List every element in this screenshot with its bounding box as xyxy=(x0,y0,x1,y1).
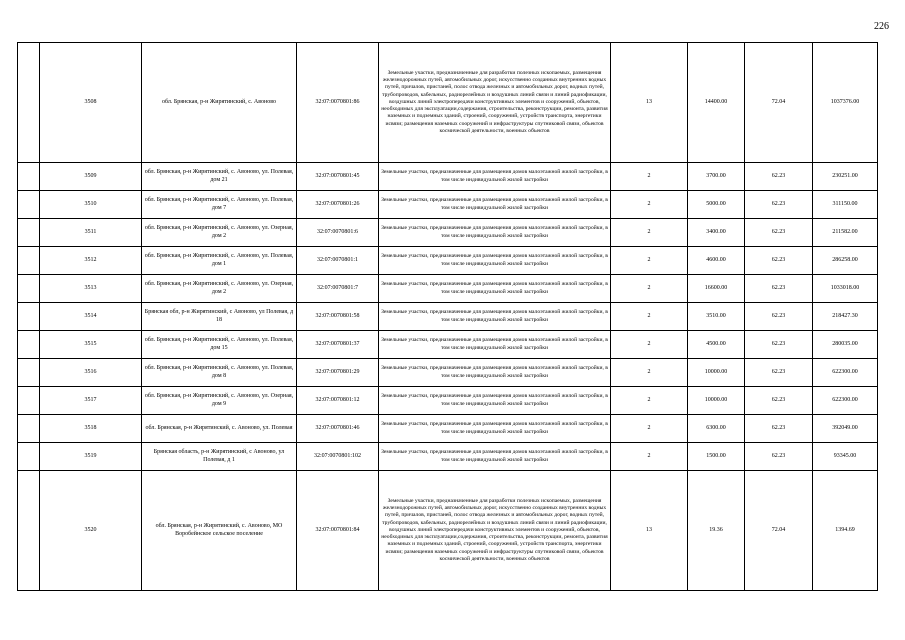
group-cell: 2 xyxy=(611,303,688,331)
land-use-cell: Земельные участки, предназначенные для разработки полезных ископаемых, размещения железнодорожных путей, автомобильных дорог, искусственно созданных внутренних водных путей, причалов, пристаней, полос отвода железных и автомобильных дорог, водных путей, трубопроводов, кабельных, радиорелейных и воздушных линий связи и линий радиофикации, воздушных линий электропередачи конструктивных элементов и сооружений, объектов, необходимых для эксплуатации,содержания, строительства, реконструкции, ремонта, развития наземных и подземных зданий, строений, сооружений, устройств транспорта, энергетики исвязи; размещения наземных сооружений и инфраструктуры спутниковой связи, объектов космической деятельности, военных объектов xyxy=(379,471,611,591)
group-cell: 2 xyxy=(611,163,688,191)
blank-cell xyxy=(18,219,40,247)
area-cell: 19.36 xyxy=(688,471,745,591)
table-row xyxy=(18,191,878,219)
blank-cell xyxy=(18,191,40,219)
blank-cell xyxy=(18,471,40,591)
land-use-cell: Земельные участки, предназначенные для размещения домов малоэтажной жилой застройки, в том числе индивидуальной жилой застройки xyxy=(379,163,611,191)
cadastral-value-cell: 392049.00 xyxy=(813,415,878,443)
group-cell: 2 xyxy=(611,275,688,303)
group-cell: 2 xyxy=(611,387,688,415)
address-cell: Брянская обл, р-н Жирятинский, с Авоново, ул Полевая, д 18 xyxy=(142,303,297,331)
blank-cell xyxy=(18,359,40,387)
group-cell: 13 xyxy=(611,471,688,591)
table-row xyxy=(18,303,878,331)
address-cell: Брянская область, р-н Жирятинский, с Авоново, ул Полевая, д 1 xyxy=(142,443,297,471)
page-number: 226 xyxy=(874,21,889,32)
row-number-cell: 3513 xyxy=(40,275,142,303)
cadastral-number-cell: 32:07:0070801:102 xyxy=(297,443,379,471)
row-number-cell: 3514 xyxy=(40,303,142,331)
cadastral-number-cell: 32:07:0070801:84 xyxy=(297,471,379,591)
cadastral-value-cell: 286258.00 xyxy=(813,247,878,275)
cadastral-value-cell: 230251.00 xyxy=(813,163,878,191)
land-use-cell: Земельные участки, предназначенные для размещения домов малоэтажной жилой застройки, в том числе индивидуальной жилой застройки xyxy=(379,219,611,247)
cadastral-number-cell: 32:07:0070801:45 xyxy=(297,163,379,191)
land-registry-table xyxy=(17,42,878,591)
area-cell: 10000.00 xyxy=(688,387,745,415)
cadastral-value-cell: 211582.00 xyxy=(813,219,878,247)
row-number-cell: 3508 xyxy=(40,43,142,163)
cadastral-value-cell: 218427.30 xyxy=(813,303,878,331)
table-row xyxy=(18,331,878,359)
address-cell: обл. Брянская, р-н Жирятинский, с. Авоново, ул. Полевая, дом 15 xyxy=(142,331,297,359)
table-row xyxy=(18,163,878,191)
rate-cell: 62.23 xyxy=(745,191,813,219)
address-cell: обл. Брянская, р-н Жирятинский, с. Авоново, ул. Озерная, дом 9 xyxy=(142,387,297,415)
group-cell: 2 xyxy=(611,359,688,387)
area-cell: 5000.00 xyxy=(688,191,745,219)
table-row xyxy=(18,443,878,471)
rate-cell: 62.23 xyxy=(745,219,813,247)
table-row xyxy=(18,43,878,163)
row-number-cell: 3519 xyxy=(40,443,142,471)
area-cell: 10000.00 xyxy=(688,359,745,387)
cadastral-value-cell: 622300.00 xyxy=(813,359,878,387)
rate-cell: 62.23 xyxy=(745,163,813,191)
cadastral-number-cell: 32:07:0070801:6 xyxy=(297,219,379,247)
blank-cell xyxy=(18,247,40,275)
cadastral-number-cell: 32:07:0070801:37 xyxy=(297,331,379,359)
group-cell: 2 xyxy=(611,191,688,219)
cadastral-number-cell: 32:07:0070801:26 xyxy=(297,191,379,219)
group-cell: 2 xyxy=(611,247,688,275)
blank-cell xyxy=(18,303,40,331)
table-row xyxy=(18,387,878,415)
group-cell: 2 xyxy=(611,443,688,471)
area-cell: 1500.00 xyxy=(688,443,745,471)
area-cell: 6300.00 xyxy=(688,415,745,443)
row-number-cell: 3520 xyxy=(40,471,142,591)
cadastral-number-cell: 32:07:0070801:58 xyxy=(297,303,379,331)
cadastral-number-cell: 32:07:0070801:86 xyxy=(297,43,379,163)
cadastral-value-cell: 280035.00 xyxy=(813,331,878,359)
blank-cell xyxy=(18,415,40,443)
rate-cell: 62.23 xyxy=(745,275,813,303)
table-row xyxy=(18,219,878,247)
rate-cell: 62.23 xyxy=(745,303,813,331)
table-row xyxy=(18,247,878,275)
rate-cell: 62.23 xyxy=(745,331,813,359)
cadastral-value-cell: 1037376.00 xyxy=(813,43,878,163)
land-use-cell: Земельные участки, предназначенные для размещения домов малоэтажной жилой застройки, в том числе индивидуальной жилой застройки xyxy=(379,191,611,219)
land-use-cell: Земельные участки, предназначенные для размещения домов малоэтажной жилой застройки, в том числе индивидуальной жилой застройки xyxy=(379,331,611,359)
rate-cell: 72.04 xyxy=(745,43,813,163)
rate-cell: 62.23 xyxy=(745,387,813,415)
land-use-cell: Земельные участки, предназначенные для размещения домов малоэтажной жилой застройки, в том числе индивидуальной жилой застройки xyxy=(379,303,611,331)
address-cell: обл. Брянская, р-н Жирятинский, с. Авоново xyxy=(142,43,297,163)
group-cell: 13 xyxy=(611,43,688,163)
area-cell: 4600.00 xyxy=(688,247,745,275)
rate-cell: 72.04 xyxy=(745,471,813,591)
area-cell: 3700.00 xyxy=(688,163,745,191)
address-cell: обл. Брянская, р-н Жирятинский, с. Авоново, ул. Полевая xyxy=(142,415,297,443)
land-use-cell: Земельные участки, предназначенные для размещения домов малоэтажной жилой застройки, в том числе индивидуальной жилой застройки xyxy=(379,415,611,443)
area-cell: 3510.00 xyxy=(688,303,745,331)
rate-cell: 62.23 xyxy=(745,415,813,443)
row-number-cell: 3509 xyxy=(40,163,142,191)
address-cell: обл. Брянская, р-н Жирятинский, с. Авоново, МО Воробейнское сельское поселение xyxy=(142,471,297,591)
row-number-cell: 3518 xyxy=(40,415,142,443)
blank-cell xyxy=(18,163,40,191)
row-number-cell: 3511 xyxy=(40,219,142,247)
rate-cell: 62.23 xyxy=(745,443,813,471)
area-cell: 3400.00 xyxy=(688,219,745,247)
row-number-cell: 3517 xyxy=(40,387,142,415)
table-row xyxy=(18,415,878,443)
land-use-cell: Земельные участки, предназначенные для размещения домов малоэтажной жилой застройки, в том числе индивидуальной жилой застройки xyxy=(379,443,611,471)
cadastral-value-cell: 93345.00 xyxy=(813,443,878,471)
address-cell: обл. Брянская, р-н Жирятинский, с. Авоново, ул. Озерная, дом 2 xyxy=(142,275,297,303)
cadastral-number-cell: 32:07:0070801:7 xyxy=(297,275,379,303)
blank-cell xyxy=(18,275,40,303)
table-row xyxy=(18,471,878,591)
row-number-cell: 3516 xyxy=(40,359,142,387)
table-row xyxy=(18,359,878,387)
row-number-cell: 3515 xyxy=(40,331,142,359)
address-cell: обл. Брянская, р-н Жирятинский, с. Авоново, ул. Озерная, дом 2 xyxy=(142,219,297,247)
blank-cell xyxy=(18,331,40,359)
land-use-cell: Земельные участки, предназначенные для разработки полезных ископаемых, размещения железнодорожных путей, автомобильных дорог, искусственно созданных внутренних водных путей, причалов, пристаней, полос отвода железных и автомобильных дорог, водных путей, трубопроводов, кабельных, радиорелейных и воздушных линий связи и линий радиофикации, воздушных линий электропередачи конструктивных элементов и сооружений, объектов, необходимых для эксплуатации,содержания, строительства, реконструкции, ремонта, развития наземных и подземных зданий, строений, сооружений, устройств транспорта, энергетики исвязи; размещения наземных сооружений и инфраструктуры спутниковой связи, объектов космической деятельности, военных объектов xyxy=(379,43,611,163)
row-number-cell: 3512 xyxy=(40,247,142,275)
cadastral-value-cell: 311150.00 xyxy=(813,191,878,219)
rate-cell: 62.23 xyxy=(745,247,813,275)
land-use-cell: Земельные участки, предназначенные для размещения домов малоэтажной жилой застройки, в том числе индивидуальной жилой застройки xyxy=(379,275,611,303)
cadastral-number-cell: 32:07:0070801:46 xyxy=(297,415,379,443)
address-cell: обл. Брянская, р-н Жирятинский, с. Авоново, ул. Полевая, дом 21 xyxy=(142,163,297,191)
land-use-cell: Земельные участки, предназначенные для размещения домов малоэтажной жилой застройки, в том числе индивидуальной жилой застройки xyxy=(379,359,611,387)
area-cell: 16600.00 xyxy=(688,275,745,303)
address-cell: обл. Брянская, р-н Жирятинский, с. Авоново, ул. Полевая, дом 7 xyxy=(142,191,297,219)
land-use-cell: Земельные участки, предназначенные для размещения домов малоэтажной жилой застройки, в том числе индивидуальной жилой застройки xyxy=(379,247,611,275)
cadastral-value-cell: 622300.00 xyxy=(813,387,878,415)
address-cell: обл. Брянская, р-н Жирятинский, с. Авоново, ул. Полевая, дом 8 xyxy=(142,359,297,387)
table-row xyxy=(18,275,878,303)
group-cell: 2 xyxy=(611,415,688,443)
cadastral-number-cell: 32:07:0070801:29 xyxy=(297,359,379,387)
row-number-cell: 3510 xyxy=(40,191,142,219)
land-use-cell: Земельные участки, предназначенные для размещения домов малоэтажной жилой застройки, в том числе индивидуальной жилой застройки xyxy=(379,387,611,415)
cadastral-number-cell: 32:07:0070801:1 xyxy=(297,247,379,275)
address-cell: обл. Брянская, р-н Жирятинский, с. Авоново, ул. Полевая, дом 1 xyxy=(142,247,297,275)
group-cell: 2 xyxy=(611,331,688,359)
blank-cell xyxy=(18,387,40,415)
blank-cell xyxy=(18,443,40,471)
cadastral-value-cell: 1033018.00 xyxy=(813,275,878,303)
area-cell: 4500.00 xyxy=(688,331,745,359)
blank-cell xyxy=(18,43,40,163)
cadastral-value-cell: 1394.69 xyxy=(813,471,878,591)
area-cell: 14400.00 xyxy=(688,43,745,163)
rate-cell: 62.23 xyxy=(745,359,813,387)
group-cell: 2 xyxy=(611,219,688,247)
cadastral-number-cell: 32:07:0070801:12 xyxy=(297,387,379,415)
